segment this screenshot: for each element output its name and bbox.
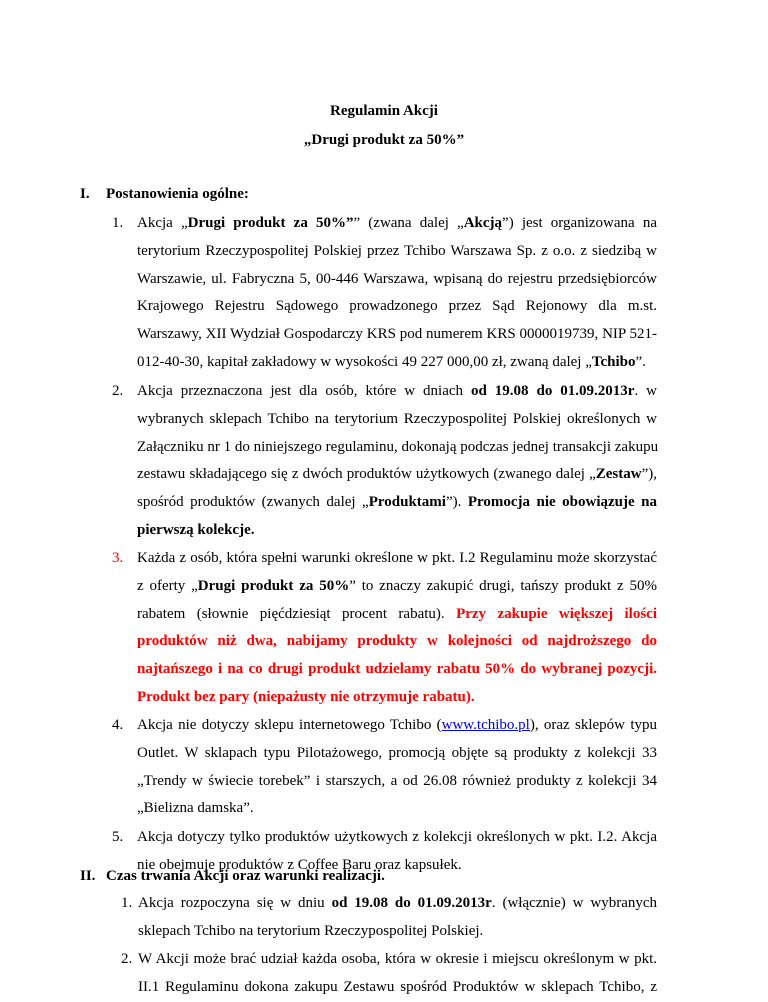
text-line: terytorium Rzeczypospolitej Polskiej przez Tchibo Warszawa Sp. z o.o. z siedzibą w <box>137 242 657 259</box>
item-number: 1. <box>112 215 124 231</box>
text-line: Akcja nie dotyczy sklepu internetowego Tchibo (www.tchibo.pl), oraz sklepów typu <box>137 717 657 733</box>
text-line: Warszawie, ul. Fabryczna 5, 00-446 Warszawa, wpisaną do rejestru przedsiębiorców <box>137 270 657 287</box>
section-heading-1 <box>80 186 249 203</box>
list-item-1-3 <box>112 545 657 712</box>
text-line: Akcja przeznaczona jest dla osób, które w dniach od 19.08 do 01.09.2013r. w <box>137 383 658 399</box>
item-text <box>137 545 657 712</box>
item-number: 5. <box>112 829 124 845</box>
list-item-1-1 <box>112 210 657 377</box>
section-title: Czas trwania Akcji oraz warunki realizacji. <box>106 868 385 884</box>
text-line: „Bielizna damska”. <box>137 800 254 817</box>
item-number: 2. <box>121 951 133 967</box>
text-line: „Trendy w świecie torebek” i starszych, a od 26.08 również produkty z kolekcji 34 <box>137 772 657 789</box>
text-line: Warszawy, XII Wydział Gospodarczy KRS pod numerem KRS 0000019739, NIP 521- <box>137 326 657 343</box>
document-title: Regulamin Akcji <box>330 103 438 119</box>
item-text <box>138 946 657 1002</box>
text-line: Akcja „Drugi produkt za 50%”” (zwana dalej „Akcją”) jest organizowana na <box>137 215 657 231</box>
list-item-1-4 <box>112 712 657 823</box>
text-line: najtańszego i na co drugi produkt udzielamy rabatu 50% do wybranej pozycji. <box>137 661 657 678</box>
item-text <box>137 712 657 823</box>
text-line: Krajowego Rejestru Sądowego prowadzonego przez Sąd Rejonowy dla m.st. <box>137 298 657 315</box>
text-line: 012-40-30, kapitał zakładowy w wysokości 49 227 000,00 zł, zwaną dalej „Tchibo”. <box>137 353 646 370</box>
text-line: rabatem (słownie pięćdziesiąt procent rabatu). Przy zakupie większej ilości <box>137 605 657 622</box>
tchibo-website-link[interactable]: www.tchibo.pl <box>441 717 530 733</box>
item-number: 3. <box>112 550 124 566</box>
text-line: II.1 Regulaminu dokona zakupu Zestawu spośród Produktów w sklepach Tchibo, z <box>138 978 657 995</box>
text-line: spośród produktów (zwanych dalej „Produktami”). Promocja nie obowiązuje na <box>137 494 657 511</box>
text-line: wybranych sklepach Tchibo na terytorium Rzeczypospolitej Polskiej określonych w <box>137 410 657 427</box>
item-number: 4. <box>112 717 124 733</box>
text-line: sklepach Tchibo na terytorium Rzeczypospolitej Polskiej. <box>138 922 484 939</box>
text-line: Akcja rozpoczyna się w dniu od 19.08 do 01.09.2013r. (włącznie) w wybranych <box>138 895 658 911</box>
document-subtitle: „Drugi produkt za 50%” <box>303 132 465 148</box>
list-item-2-2 <box>121 946 657 1002</box>
list-item-2-1 <box>121 890 657 946</box>
text-line: pierwszą kolekcje. <box>137 521 255 538</box>
list-item-1-2 <box>112 378 657 545</box>
text-line: Outlet. W sklapach typu Pilotażowego, promocją objęte są produkty z kolekcji 33 <box>137 744 657 761</box>
item-number: 1. <box>121 895 133 911</box>
text-line: Akcja dotyczy tylko produktów użytkowych z kolekcji określonych w pkt. I.2. Akcja <box>137 829 657 845</box>
item-number: 2. <box>112 383 124 399</box>
section-title: Postanowienia ogólne: <box>106 186 249 202</box>
section-number: I. <box>80 186 90 202</box>
item-text <box>138 890 657 946</box>
section-heading-2 <box>80 868 385 885</box>
text-line: produktów niż dwa, nabijamy produkty w kolejności od najdroższego do <box>137 633 657 650</box>
text-line: Załączniku nr 1 do niniejszego regulaminu, dokonają podczas jednej transakcji zakupu <box>137 438 659 455</box>
text-line: zestawu składającego się z dwóch produktów użytkowych (zwanego dalej „Zestaw”), <box>137 466 657 483</box>
text-line: z oferty „Drugi produkt za 50%” to znaczy zakupić drugi, tańszy produkt z 50% <box>137 577 657 594</box>
section-number: II. <box>80 868 96 884</box>
text-line: W Akcji może brać udział każda osoba, która w okresie i miejscu określonym w pkt. <box>138 951 657 967</box>
text-line: nie obejmuje produktów z Coffee Baru oraz kapsułek. <box>137 856 462 873</box>
item-text <box>137 378 657 545</box>
item-text <box>137 210 657 377</box>
text-line: Każda z osób, która spełni warunki określone w pkt. I.2 Regulaminu może skorzystać <box>137 550 657 566</box>
text-line: Produkt bez pary (niepażusty nie otrzymuje rabatu). <box>137 688 475 705</box>
